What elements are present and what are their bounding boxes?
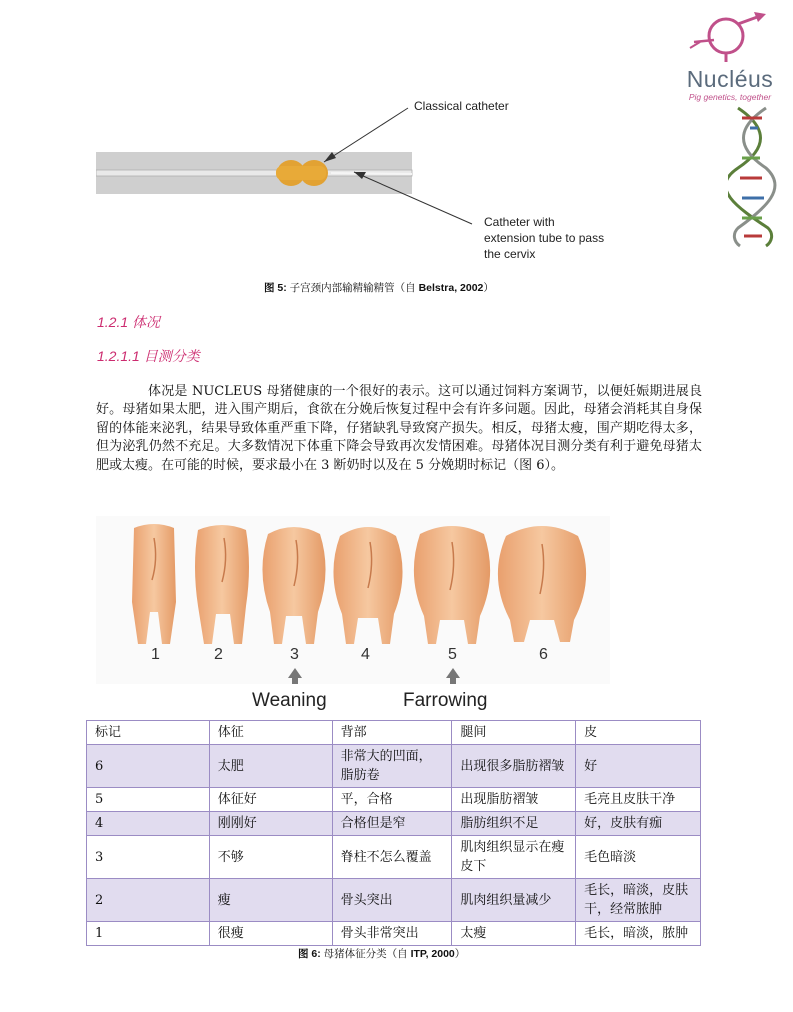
label-extension-line-2: extension tube to pass (484, 231, 605, 245)
table-row (87, 788, 701, 812)
header-cell: 背部 (332, 721, 452, 745)
table-cell: 1 (87, 922, 210, 946)
table-cell: 毛长，暗淡，脓肿 (576, 922, 701, 946)
table-header-row (87, 721, 701, 745)
pig-number-3: 3 (290, 646, 299, 663)
figure5-caption-suffix: ） (483, 282, 494, 294)
label-extension-catheter (484, 214, 604, 262)
pig-6 (498, 526, 586, 642)
table-cell: 好 (576, 745, 701, 788)
table-cell: 出现脂肪褶皱 (452, 788, 576, 812)
pig-rear-views (96, 516, 610, 684)
pig-5 (414, 526, 490, 644)
body-condition-table (86, 720, 701, 946)
table-row (87, 922, 701, 946)
table-cell: 毛长，暗淡，皮肤干，经常脓肿 (576, 879, 701, 922)
table-cell: 骨头突出 (332, 879, 452, 922)
table-cell: 出现很多脂肪褶皱 (452, 745, 576, 788)
table-cell: 4 (87, 812, 210, 836)
logo-symbol-icon (686, 12, 774, 64)
table-cell: 太肥 (209, 745, 332, 788)
figure6-caption-suffix: ） (454, 948, 466, 960)
table-cell: 脊柱不怎么覆盖 (332, 836, 452, 879)
label-classical-catheter: Classical catheter (414, 99, 509, 113)
arrow-up-icon (446, 668, 460, 678)
logo-name: Nucléus (686, 66, 774, 92)
figure5-caption-source: Belstra, 2002 (418, 282, 484, 294)
section-heading-1-2-1-1: 1.2.1.1 目测分类 (97, 348, 200, 364)
table-cell: 体征好 (209, 788, 332, 812)
table-row (87, 879, 701, 922)
arrow-up-icon (288, 668, 302, 678)
figure-catheter (96, 94, 656, 266)
figure-pig-body-condition (96, 516, 610, 684)
table-cell: 刚刚好 (209, 812, 332, 836)
table-row (87, 745, 701, 788)
table-cell: 脂肪组织不足 (452, 812, 576, 836)
header-cell: 体征 (209, 721, 332, 745)
pig-4 (333, 527, 402, 644)
table-cell: 6 (87, 745, 210, 788)
figure6-caption-text: 母猪体征分类（自 (323, 948, 411, 960)
table-cell: 2 (87, 879, 210, 922)
dna-helix-icon (728, 104, 778, 248)
table-row (87, 836, 701, 879)
table-cell: 太瘦 (452, 922, 576, 946)
label-extension-line-1: Catheter with (484, 215, 555, 229)
figure6-caption (298, 946, 465, 961)
table-cell: 不够 (209, 836, 332, 879)
figure6-caption-prefix: 图 6: (298, 948, 324, 960)
table-cell: 肌肉组织显示在瘦皮下 (452, 836, 576, 879)
figure5-caption-text: 子宫颈内部输精输精管（自 (289, 282, 419, 294)
arrow-up-stem-icon (450, 677, 456, 684)
label-weaning: Weaning (252, 690, 327, 711)
table-cell: 毛色暗淡 (576, 836, 701, 879)
table-row (87, 812, 701, 836)
table-cell: 瘦 (209, 879, 332, 922)
table-cell: 好，皮肤有痂 (576, 812, 701, 836)
arrow-up-stem-icon (292, 677, 298, 684)
figure6-caption-source: ITP, 2000 (410, 948, 455, 960)
header-cell: 腿间 (452, 721, 576, 745)
label-extension-line-3: the cervix (484, 247, 536, 261)
logo-tagline: Pig genetics, together (688, 92, 772, 102)
nucleus-logo (682, 12, 778, 102)
pig-number-4: 4 (361, 646, 370, 663)
table-cell: 骨头非常突出 (332, 922, 452, 946)
pig-number-2: 2 (214, 646, 223, 663)
table-cell: 非常大的凹面，脂肪卷 (332, 745, 452, 788)
figure5-caption-prefix: 图 5: (264, 282, 290, 294)
table-cell: 肌肉组织量减少 (452, 879, 576, 922)
table-cell: 毛亮且皮肤干净 (576, 788, 701, 812)
table-cell: 合格但是窄 (332, 812, 452, 836)
table-cell: 5 (87, 788, 210, 812)
pig-number-5: 5 (448, 646, 457, 663)
label-farrowing: Farrowing (403, 690, 488, 711)
header-cell: 皮 (576, 721, 701, 745)
section-heading-1-2-1: 1.2.1 体况 (97, 314, 161, 330)
pig-3 (262, 527, 325, 644)
body-paragraph: 体况是 NUCLEUS 母猪健康的一个很好的表示。这可以通过饲料方案调节，以便妊娠期进展良好。母猪如果太肥，进入围产期后，食欲在分娩后恢复过程中会有许多问题。因此，母猪会消耗其自身保留的体能来泌乳，结果导致体重严重下降，仔猪缺乳导致窝产损失。相反，母猪太瘦，围产期吃得太多，但为泌乳仍然不充足。大多数情况下体重下降会导致再次发情困难。母猪体况目测分类有利于避免母猪太肥或太瘦。在可能的时候，要求最小在 3 断奶时以及在 5 分娩期时标记（图 6）。 (96, 384, 702, 473)
table-cell: 平，合格 (332, 788, 452, 812)
pig-1 (132, 524, 176, 644)
pig-number-6: 6 (539, 646, 548, 663)
table-cell: 很瘦 (209, 922, 332, 946)
table-cell: 3 (87, 836, 210, 879)
figure5-caption (264, 280, 494, 295)
pig-number-1: 1 (151, 646, 160, 663)
header-cell: 标记 (87, 721, 210, 745)
pig-2 (195, 525, 249, 644)
